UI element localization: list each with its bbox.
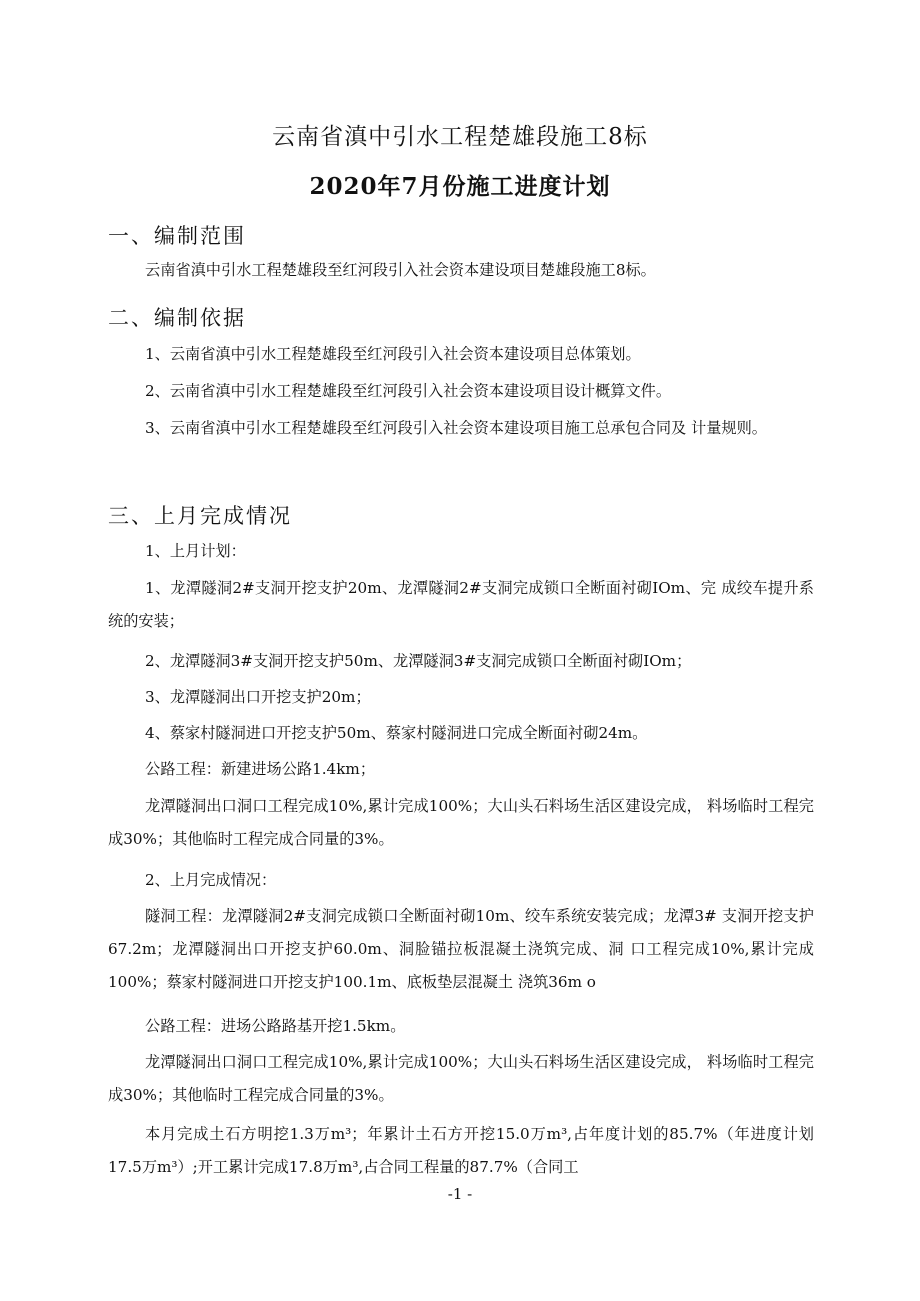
plan-item-1: 1、龙潭隧洞2#支洞开挖支护20m、龙潭隧洞2#支洞完成锁口全断面衬砌IOm、完 成绞车提升系统的安装； [108, 579, 814, 630]
section-heading-scope: 一、编制范围 [108, 224, 246, 248]
basis-item-3: 3、云南省滇中引水工程楚雄段至红河段引入社会资本建设项目施工总承包合同及 计量规则。 [145, 419, 767, 437]
plan-label: 1、上月计划： [145, 542, 246, 560]
basis-item-2: 2、云南省滇中引水工程楚雄段至红河段引入社会资本建设项目设计概算文件。 [145, 382, 672, 400]
page-number: -1 - [447, 1185, 473, 1203]
plan-item-2: 2、龙潭隧洞3#支洞开挖支护50m、龙潭隧洞3#支洞完成锁口全断面衬砌IOm； [145, 652, 692, 670]
section-heading-basis: 二、编制依据 [108, 306, 246, 330]
earthwork-summary: 本月完成土石方明挖1.3万m³；年累计土石方开挖15.0万m³,占年度计划的85.7%（年进度计划17.5万m³）;开工累计完成17.8万m³,占合同工程量的87.7%（合同工 [108, 1125, 814, 1176]
plan-item-4: 4、蔡家村隧洞进口开挖支护50m、蔡家村隧洞进口完成全断面衬砌24m。 [145, 724, 648, 742]
plan-item-3: 3、龙潭隧洞出口开挖支护20m； [145, 688, 371, 706]
actual-other: 龙潭隧洞出口洞口工程完成10%,累计完成100%；大山头石料场生活区建设完成， 料场临时工程完成30%；其他临时工程完成合同量的3%。 [108, 1053, 814, 1104]
document-subtitle: 2020年7月份施工进度计划 [309, 173, 611, 200]
scope-paragraph: 云南省滇中引水工程楚雄段至红河段引入社会资本建设项目楚雄段施工8标。 [145, 261, 656, 279]
plan-road: 公路工程：新建进场公路1.4km； [145, 760, 376, 778]
actual-road: 公路工程：进场公路路基开挖1.5km。 [145, 1017, 406, 1035]
actual-tunnel: 隧洞工程：龙潭隧洞2#支洞完成锁口全断面衬砌10m、绞车系统安装完成；龙潭3# 支洞开挖支护67.2m；龙潭隧洞出口开挖支护60.0m、洞脸锚拉板混凝土浇筑完成、洞 口工程完成10%,累计完成100%；蔡家村隧洞进口开挖支护100.1m、底板垫层混凝土 浇筑36m o [108, 907, 814, 991]
section-heading-last-month: 三、上月完成情况 [108, 504, 292, 528]
document-title: 云南省滇中引水工程楚雄段施工8标 [272, 124, 648, 150]
plan-other: 龙潭隧洞出口洞口工程完成10%,累计完成100%；大山头石料场生活区建设完成， 料场临时工程完成30%；其他临时工程完成合同量的3%。 [108, 797, 814, 848]
actual-label: 2、上月完成情况： [145, 871, 277, 889]
basis-item-1: 1、云南省滇中引水工程楚雄段至红河段引入社会资本建设项目总体策划。 [145, 345, 641, 363]
